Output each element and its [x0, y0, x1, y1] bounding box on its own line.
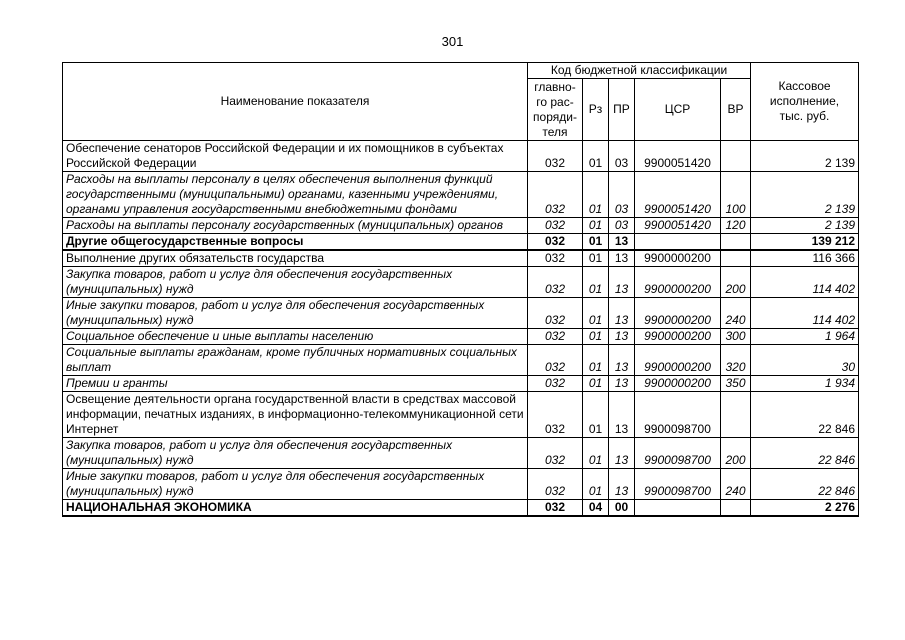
cell-name: Социальное обеспечение и иные выплаты населению	[63, 329, 528, 345]
cell-name: Иные закупки товаров, работ и услуг для обеспечения государственных (муниципальных) нужд	[63, 469, 528, 500]
cell-vr: 320	[721, 345, 751, 376]
cell-amount: 30	[751, 345, 859, 376]
cell-csr	[635, 234, 721, 251]
cell-rz: 01	[583, 329, 609, 345]
table-row	[63, 267, 859, 298]
cell-glavn: 032	[528, 469, 583, 500]
cell-pr: 13	[609, 298, 635, 329]
header-pr: ПР	[609, 79, 635, 141]
table-row	[63, 438, 859, 469]
cell-name: Закупка товаров, работ и услуг для обеспечения государственных (муниципальных) нужд	[63, 438, 528, 469]
cell-vr: 200	[721, 438, 751, 469]
cell-name: Расходы на выплаты персоналу в целях обеспечения выполнения функций государственными (муниципальными) органами, казенными учреждениями, органами управления государственными внебюджетными фондами	[63, 172, 528, 218]
cell-vr	[721, 141, 751, 172]
cell-vr	[721, 392, 751, 438]
cell-amount: 1 934	[751, 376, 859, 392]
cell-pr: 13	[609, 376, 635, 392]
table-row	[63, 250, 859, 267]
cell-pr: 03	[609, 172, 635, 218]
cell-name: НАЦИОНАЛЬНАЯ ЭКОНОМИКА	[63, 500, 528, 517]
header-vr: ВР	[721, 79, 751, 141]
cell-glavn: 032	[528, 172, 583, 218]
cell-name: Другие общегосударственные вопросы	[63, 234, 528, 251]
cell-pr: 13	[609, 234, 635, 251]
cell-csr: 9900098700	[635, 438, 721, 469]
cell-pr: 13	[609, 345, 635, 376]
cell-pr: 03	[609, 218, 635, 234]
cell-amount: 114 402	[751, 298, 859, 329]
cell-vr: 350	[721, 376, 751, 392]
cell-pr: 13	[609, 250, 635, 267]
cell-rz: 04	[583, 500, 609, 517]
cell-pr: 13	[609, 267, 635, 298]
cell-rz: 01	[583, 438, 609, 469]
cell-name: Обеспечение сенаторов Российской Федерации и их помощников в субъектах Российской Федерации	[63, 141, 528, 172]
cell-pr: 13	[609, 392, 635, 438]
cell-glavn: 032	[528, 141, 583, 172]
cell-vr: 300	[721, 329, 751, 345]
cell-name: Иные закупки товаров, работ и услуг для обеспечения государственных (муниципальных) нужд	[63, 298, 528, 329]
table-row	[63, 141, 859, 172]
cell-glavn: 032	[528, 376, 583, 392]
cell-amount: 2 139	[751, 141, 859, 172]
header-csr: ЦСР	[635, 79, 721, 141]
cell-csr: 9900000200	[635, 250, 721, 267]
cell-rz: 01	[583, 218, 609, 234]
cell-vr	[721, 250, 751, 267]
header-code-group: Код бюджетной классификации	[528, 63, 751, 79]
cell-amount: 22 846	[751, 469, 859, 500]
cell-vr	[721, 500, 751, 517]
cell-pr: 13	[609, 438, 635, 469]
cell-csr	[635, 500, 721, 517]
cell-amount: 22 846	[751, 392, 859, 438]
cell-csr: 9900098700	[635, 392, 721, 438]
table-row	[63, 345, 859, 376]
cell-rz: 01	[583, 376, 609, 392]
cell-amount: 116 366	[751, 250, 859, 267]
cell-vr: 240	[721, 469, 751, 500]
cell-rz: 01	[583, 250, 609, 267]
cell-name: Премии и гранты	[63, 376, 528, 392]
cell-amount: 139 212	[751, 234, 859, 251]
page-number: 301	[441, 34, 464, 49]
table-row	[63, 500, 859, 517]
cell-name: Расходы на выплаты персоналу государственных (муниципальных) органов	[63, 218, 528, 234]
cell-vr: 240	[721, 298, 751, 329]
cell-csr: 9900000200	[635, 376, 721, 392]
cell-csr: 9900098700	[635, 469, 721, 500]
cell-csr: 9900000200	[635, 267, 721, 298]
cell-amount: 22 846	[751, 438, 859, 469]
table-row	[63, 234, 859, 251]
cell-pr: 13	[609, 469, 635, 500]
cell-glavn: 032	[528, 345, 583, 376]
cell-rz: 01	[583, 141, 609, 172]
table-row	[63, 172, 859, 218]
cell-vr: 120	[721, 218, 751, 234]
cell-csr: 9900051420	[635, 218, 721, 234]
table-row	[63, 392, 859, 438]
cell-amount: 114 402	[751, 267, 859, 298]
cell-name: Закупка товаров, работ и услуг для обеспечения государственных (муниципальных) нужд	[63, 267, 528, 298]
cell-amount: 2 139	[751, 218, 859, 234]
cell-amount: 2 139	[751, 172, 859, 218]
cell-csr: 9900051420	[635, 141, 721, 172]
cell-csr: 9900051420	[635, 172, 721, 218]
table-body	[63, 141, 859, 517]
cell-pr: 13	[609, 329, 635, 345]
table-row	[63, 298, 859, 329]
cell-name: Социальные выплаты гражданам, кроме публичных нормативных социальных выплат	[63, 345, 528, 376]
cell-glavn: 032	[528, 500, 583, 517]
cell-vr	[721, 234, 751, 251]
cell-glavn: 032	[528, 250, 583, 267]
table-row	[63, 376, 859, 392]
header-glavn: главно-го рас-поряди-теля	[528, 79, 583, 141]
cell-csr: 9900000200	[635, 345, 721, 376]
cell-pr: 03	[609, 141, 635, 172]
cell-rz: 01	[583, 267, 609, 298]
header-name: Наименование показателя	[63, 63, 528, 141]
cell-glavn: 032	[528, 218, 583, 234]
cell-glavn: 032	[528, 392, 583, 438]
cell-vr: 200	[721, 267, 751, 298]
header-rz: Рз	[583, 79, 609, 141]
cell-rz: 01	[583, 298, 609, 329]
cell-name: Выполнение других обязательств государства	[63, 250, 528, 267]
cell-glavn: 032	[528, 438, 583, 469]
table-row	[63, 469, 859, 500]
cell-rz: 01	[583, 392, 609, 438]
cell-glavn: 032	[528, 329, 583, 345]
cell-csr: 9900000200	[635, 329, 721, 345]
cell-vr: 100	[721, 172, 751, 218]
table-row	[63, 218, 859, 234]
cell-glavn: 032	[528, 234, 583, 251]
cell-csr: 9900000200	[635, 298, 721, 329]
table-header	[63, 63, 859, 141]
cell-rz: 01	[583, 172, 609, 218]
cell-amount: 2 276	[751, 500, 859, 517]
cell-name: Освещение деятельности органа государственной власти в средствах массовой информации, печатных изданиях, в информационно-телекоммуникационной сети Интернет	[63, 392, 528, 438]
cell-amount: 1 964	[751, 329, 859, 345]
table-row	[63, 329, 859, 345]
budget-table	[62, 62, 859, 517]
cell-glavn: 032	[528, 298, 583, 329]
cell-rz: 01	[583, 345, 609, 376]
cell-glavn: 032	[528, 267, 583, 298]
cell-rz: 01	[583, 469, 609, 500]
header-amount: Кассовое исполнение, тыс. руб.	[751, 63, 859, 141]
cell-rz: 01	[583, 234, 609, 251]
cell-pr: 00	[609, 500, 635, 517]
